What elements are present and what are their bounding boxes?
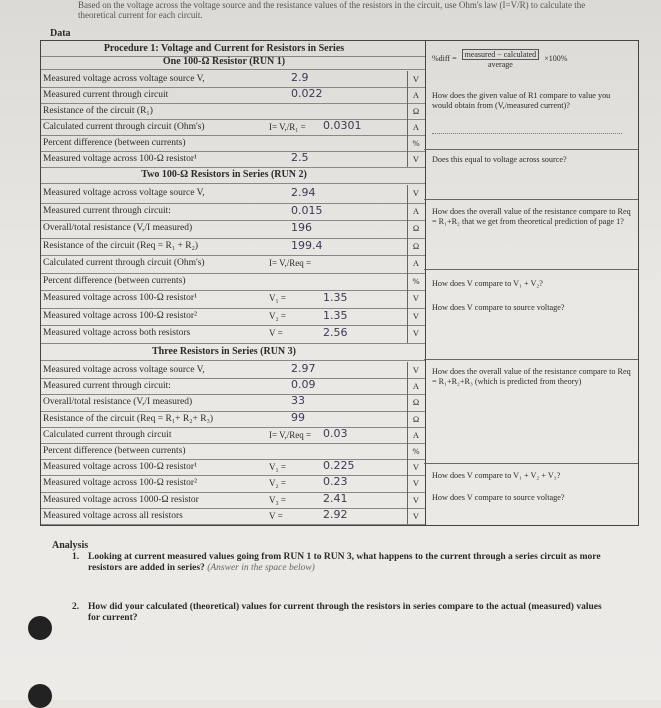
handwritten-value[interactable]: 1.35 <box>323 291 348 304</box>
row-label: Measured current through circuit <box>43 90 169 100</box>
unit-cell: A <box>407 378 424 394</box>
binder-hole <box>28 684 52 708</box>
unit-cell: Ω <box>407 238 424 256</box>
diff-formula-denominator: average <box>487 60 513 69</box>
table-row <box>41 459 425 476</box>
diff-formula-right: ×100% <box>544 53 568 63</box>
row-label: Measured voltage across all resistors <box>43 510 183 521</box>
row-label: Percent difference (between currents) <box>43 275 186 286</box>
table-row <box>41 220 425 239</box>
row-formula: V₂ = <box>269 478 286 489</box>
row-label: Calculated current through circuit <box>43 429 172 440</box>
question-r1: How does the given value of R1 compare to value you would obtain from (V,/measured current)? <box>432 91 611 110</box>
table-row <box>41 443 425 460</box>
unit-cell: V <box>407 290 424 308</box>
table-row <box>41 151 425 168</box>
row-label: Measured voltage across both resistors <box>43 328 191 338</box>
table-row <box>41 362 425 379</box>
handwritten-value[interactable]: 2.5 <box>291 151 309 164</box>
row-formula: V₃ = <box>269 494 286 505</box>
unit-cell: A <box>407 427 424 443</box>
question-v-sum-run3: How does V compare to V₁ + V₂ + V₃? <box>432 471 561 480</box>
table-row <box>41 238 425 257</box>
unit-cell: V <box>407 325 424 343</box>
row-label: Resistance of the circuit (R₁) <box>43 106 153 116</box>
question-v-source-run2: How does V compare to source voltage? <box>432 303 565 312</box>
row-formula: V₂ = <box>269 310 286 321</box>
table-row <box>41 119 425 136</box>
row-label: Measured voltage across 100-Ω resistor² <box>43 310 197 321</box>
table-row <box>41 87 425 104</box>
unit-cell: % <box>407 443 424 459</box>
questions-column <box>424 40 639 526</box>
handwritten-value[interactable]: 0.225 <box>323 459 355 473</box>
unit-cell: % <box>407 135 424 151</box>
binder-hole <box>28 616 52 640</box>
run1-title: One 100-Ω Resistor (RUN 1) <box>162 56 286 67</box>
table-row <box>41 492 425 509</box>
run3-header-row <box>41 346 425 361</box>
unit-cell: V <box>407 185 424 203</box>
table-row <box>41 273 425 292</box>
unit-cell: A <box>407 119 424 135</box>
unit-cell: A <box>407 203 424 221</box>
table-row <box>41 325 425 344</box>
row-formula: V = <box>269 510 283 521</box>
run3-title: Three Resistors in Series (RUN 3) <box>152 346 296 357</box>
row-formula: V = <box>269 328 283 338</box>
handwritten-value[interactable]: 33 <box>291 394 305 408</box>
percent-diff-formula <box>432 49 567 69</box>
row-label: Percent difference (between currents) <box>43 446 186 456</box>
unit-cell: V <box>407 459 424 475</box>
q1-note: (Answer in the space below) <box>207 563 315 573</box>
data-label: Data <box>50 28 71 39</box>
table-row <box>41 394 425 411</box>
handwritten-value[interactable]: 0.09 <box>291 378 316 392</box>
table-row <box>41 475 425 492</box>
table-row <box>41 290 425 309</box>
handwritten-value[interactable]: 2.97 <box>291 362 316 375</box>
handwritten-value[interactable]: 2.9 <box>291 71 309 84</box>
question-v-sum-run2: How does V compare to V₁ + V₂? <box>432 279 543 288</box>
unit-cell: Ω <box>407 103 424 119</box>
data-table <box>40 40 426 526</box>
row-formula: I= V,/R₁ = <box>269 122 306 132</box>
question-source-voltage: Does this equal to voltage across source? <box>432 155 567 164</box>
analysis-question-1 <box>72 552 608 574</box>
row-label: Percent difference (between currents) <box>43 138 186 148</box>
row-label: Resistance of the circuit (Req = R₁ + R₂) <box>43 240 199 251</box>
handwritten-value[interactable]: 0.015 <box>291 203 323 217</box>
handwritten-value[interactable]: 196 <box>291 221 312 234</box>
row-label: Calculated current through circuit (Ohm's) <box>43 122 205 132</box>
row-formula: I= V,/Req = <box>269 429 312 440</box>
analysis-title: Analysis <box>52 540 89 551</box>
row-label: Measured current through circuit: <box>43 381 171 392</box>
handwritten-value[interactable]: 0.0301 <box>323 119 362 132</box>
question-req-run2: How does the overall value of the resistance compare to Req = R₁+R₂ that we get from theoretical prediction of page 1? <box>432 207 631 226</box>
unit-cell: V <box>407 71 424 87</box>
row-label: Measured voltage across voltage source V, <box>43 188 205 198</box>
question-req-run3: How does the overall value of the resistance compare to Req = R₁+R₂+R₃ (which is predicted from theory) <box>432 367 631 386</box>
intro-text: Based on the voltage across the voltage source and the resistance values of the resistors in the circuit, use Ohm's law (I=V/R) to calculate the theoretical current for each circuit. <box>78 0 586 20</box>
handwritten-value[interactable]: 99 <box>291 410 305 424</box>
handwritten-value[interactable]: 199.4 <box>291 238 323 252</box>
row-formula: V₁ = <box>269 462 286 473</box>
row-label: Overall/total resistance (V,/I measured) <box>43 397 193 408</box>
procedure-title: Procedure 1: Voltage and Current for Resistors in Series <box>103 43 345 54</box>
unit-cell: Ω <box>407 411 424 427</box>
table-row <box>41 103 425 120</box>
table-row <box>41 508 425 525</box>
unit-cell: V <box>407 151 424 167</box>
row-label: Overall/total resistance (V,/I measured) <box>43 223 193 233</box>
run2-title: Two 100-Ω Resistors in Series (RUN 2) <box>141 169 307 180</box>
unit-cell: A <box>407 255 424 273</box>
analysis-question-2 <box>72 602 608 624</box>
row-formula: I= V,/Req = <box>269 258 312 268</box>
unit-cell: V <box>407 362 424 378</box>
handwritten-value[interactable]: 2.56 <box>323 326 348 339</box>
q1-text: Looking at current measured values going from RUN 1 to RUN 3, what happens to the current through a series circuit as more resistors are added in series? <box>88 552 601 573</box>
row-label: Measured voltage across 1000-Ω resistor <box>43 494 199 505</box>
row-label: Measured voltage across 100-Ω resistor¹ <box>43 293 197 303</box>
handwritten-value[interactable]: 0.022 <box>291 87 323 100</box>
row-label: Resistance of the circuit (Req = R₁+ R₂+ R₃) <box>43 413 214 424</box>
handwritten-value[interactable]: 2.92 <box>323 507 348 521</box>
table-row <box>41 308 425 327</box>
divider <box>424 149 638 150</box>
answer-line-r1[interactable] <box>432 125 622 134</box>
handwritten-value[interactable]: 0.03 <box>323 426 348 440</box>
table-row <box>41 255 425 274</box>
divider <box>424 359 638 360</box>
diff-formula-left: %diff = <box>432 53 457 63</box>
row-label: Measured voltage across 100-Ω resistor² <box>43 478 197 489</box>
table-row <box>41 203 425 222</box>
row-label: Measured voltage across 100-Ω resistor¹ <box>43 462 197 473</box>
q1-number: 1. <box>72 552 80 562</box>
divider <box>424 269 638 270</box>
table-row <box>41 411 425 428</box>
run2-header-row <box>41 169 425 184</box>
row-label: Measured voltage across voltage source V, <box>43 365 205 375</box>
row-label: Calculated current through circuit (Ohm's) <box>43 258 205 268</box>
diff-formula-numerator: measured − calculated <box>462 49 540 60</box>
unit-cell: % <box>407 273 424 291</box>
unit-cell: V <box>407 508 424 524</box>
handwritten-value[interactable]: 2.41 <box>323 491 348 505</box>
handwritten-value[interactable]: 1.35 <box>323 308 348 322</box>
q2-text: How did your calculated (theoretical) values for current through the resistors in series compare to the actual (measured) values for current? <box>88 602 602 623</box>
table-row <box>41 71 425 88</box>
table-row <box>41 135 425 152</box>
unit-cell: V <box>407 308 424 326</box>
row-label: Measured current through circuit: <box>43 205 171 216</box>
procedure-header-row <box>41 43 425 57</box>
handwritten-value[interactable]: 0.23 <box>323 475 348 489</box>
table-row <box>41 378 425 395</box>
q2-number: 2. <box>72 602 80 612</box>
unit-cell: A <box>407 87 424 103</box>
unit-cell: V <box>407 492 424 508</box>
unit-cell: V <box>407 475 424 491</box>
divider <box>424 199 638 200</box>
row-label: Measured voltage across voltage source V, <box>43 74 205 84</box>
table-row <box>41 185 425 204</box>
question-v-source-run3: How does V compare to source voltage? <box>432 493 565 502</box>
table-row <box>41 427 425 444</box>
run1-header-row <box>41 56 425 70</box>
handwritten-value[interactable]: 2.94 <box>291 186 316 199</box>
divider <box>424 463 638 464</box>
row-formula: V₁ = <box>269 293 286 303</box>
row-label: Measured voltage across 100-Ω resistor¹ <box>43 154 197 164</box>
unit-cell: Ω <box>407 394 424 410</box>
unit-cell: Ω <box>407 220 424 238</box>
